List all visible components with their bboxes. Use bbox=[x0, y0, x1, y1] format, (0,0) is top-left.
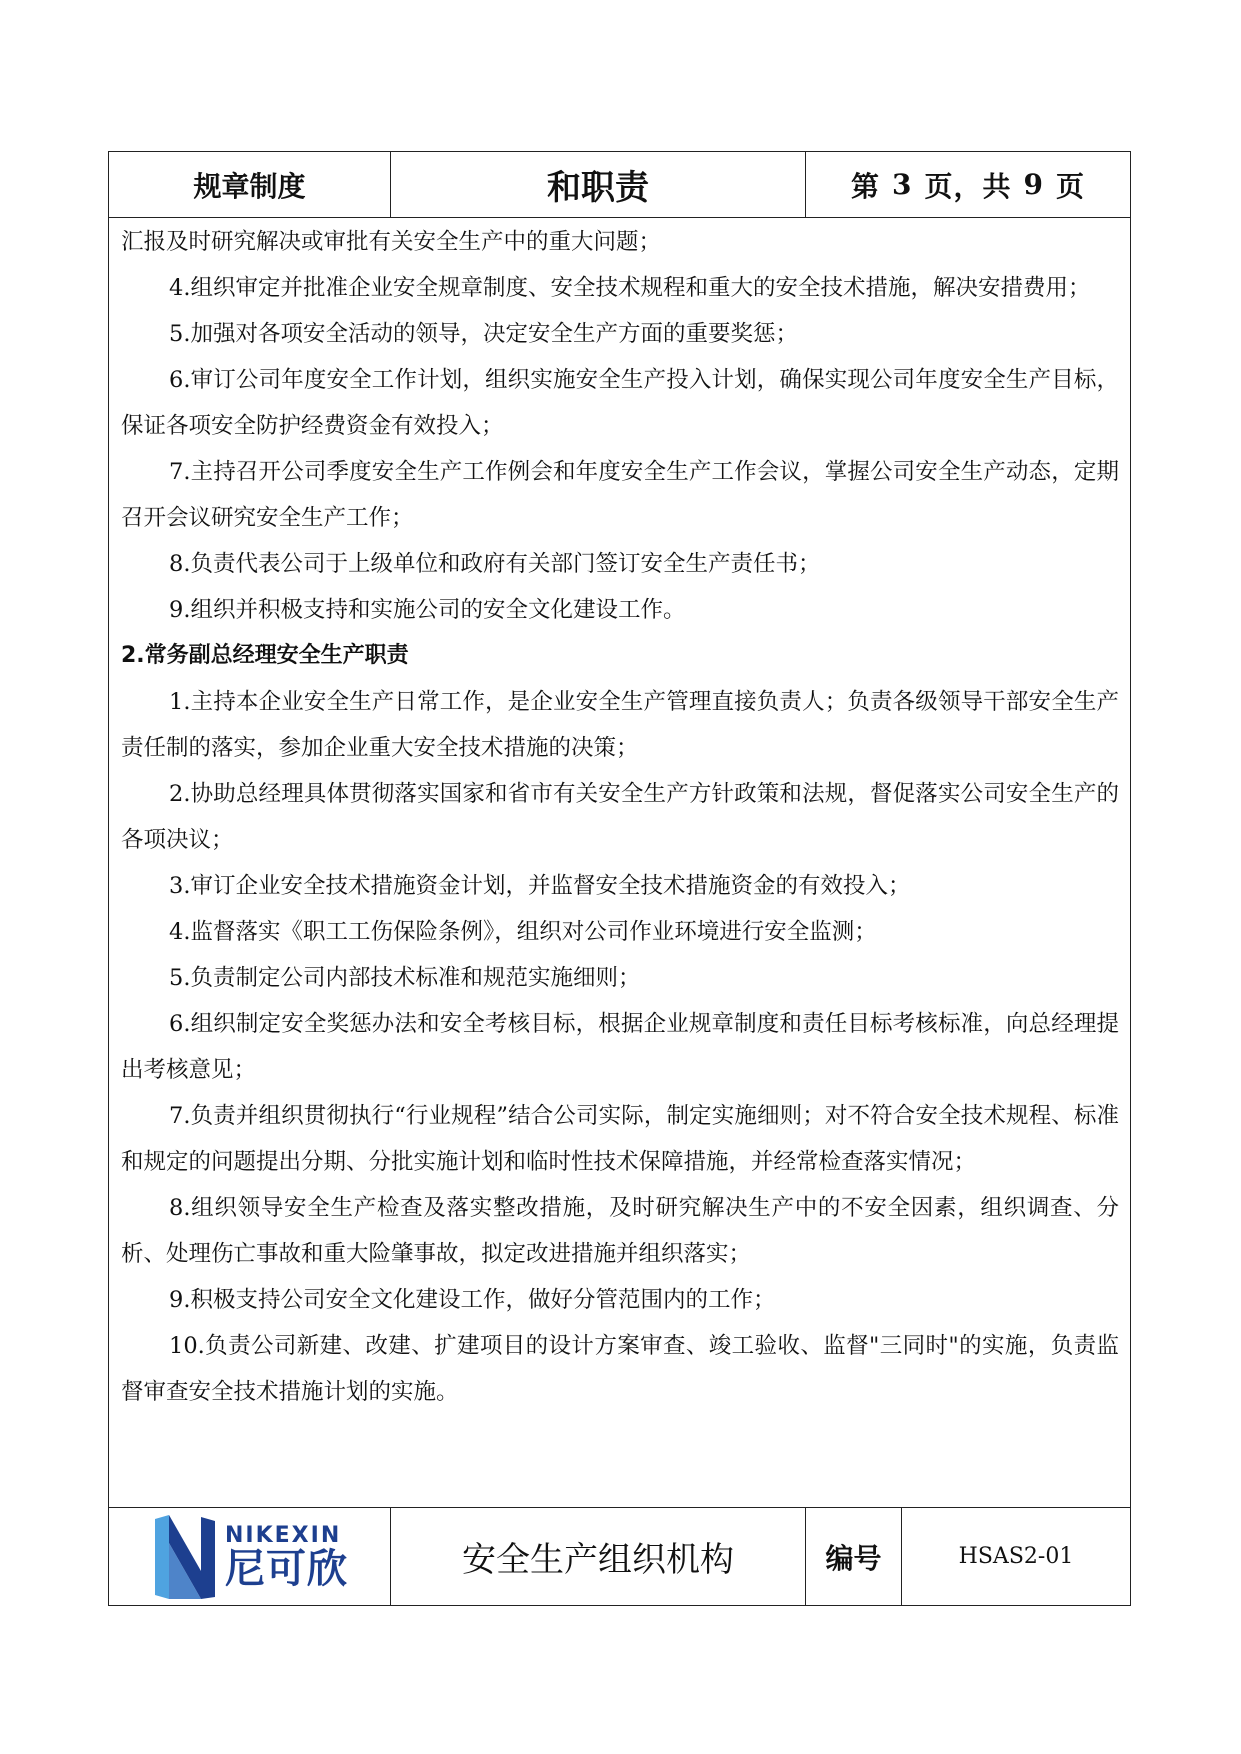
body-paragraph: 4.监督落实《职工工伤保险条例》，组织对公司作业环境进行安全监测； bbox=[169, 919, 877, 945]
document-frame bbox=[108, 151, 1131, 1606]
logo-group bbox=[151, 1513, 348, 1601]
body-paragraph: 1.主持本企业安全生产日常工作，是企业安全生产管理直接负责人；负责各级领导干部安全生产责任制的落实，参加企业重大安全技术措施的决策； bbox=[121, 689, 1119, 761]
code-value bbox=[902, 1508, 1130, 1605]
page-indicator bbox=[806, 152, 1130, 217]
logo-text bbox=[225, 1522, 348, 1592]
body-paragraph: 3.审订企业安全技术措施资金计划，并监督安全技术措施资金的有效投入； bbox=[169, 873, 911, 899]
body-paragraph: 9.积极支持公司安全文化建设工作，做好分管范围内的工作； bbox=[169, 1287, 776, 1313]
page-total: 9 bbox=[1023, 168, 1044, 201]
footer-table bbox=[109, 1507, 1130, 1605]
body-paragraph: 5.加强对各项安全活动的领导，决定安全生产方面的重要奖惩； bbox=[169, 321, 798, 347]
body-paragraph: 7.主持召开公司季度安全生产工作例会和年度安全生产工作会议，掌握公司安全生产动态，定期召开会议研究安全生产工作； bbox=[121, 459, 1119, 531]
body-paragraph: 6.审订公司年度安全工作计划，组织实施安全生产投入计划，确保实现公司年度安全生产目标，保证各项安全防护经费资金有效投入； bbox=[121, 367, 1119, 439]
body-paragraph: 8.负责代表公司于上级单位和政府有关部门签订安全生产责任书； bbox=[169, 551, 821, 577]
document-body bbox=[121, 219, 1119, 1415]
company-logo bbox=[109, 1508, 391, 1605]
footer-title-text: 安全生产组织机构 bbox=[462, 1540, 734, 1580]
body-paragraph: 9.组织并积极支持和实施公司的安全文化建设工作。 bbox=[169, 597, 686, 623]
header-category bbox=[109, 152, 391, 217]
page-suffix: 页 bbox=[1055, 169, 1085, 203]
logo-english-name: NIKEXIN bbox=[225, 1522, 342, 1548]
body-paragraph: 8.组织领导安全生产检查及落实整改措施，及时研究解决生产中的不安全因素，组织调查、分析、处理伤亡事故和重大险肇事故，拟定改进措施并组织落实； bbox=[121, 1195, 1119, 1267]
page-current: 3 bbox=[892, 168, 913, 201]
body-paragraph: 7.负责并组织贯彻执行“行业规程”结合公司实际，制定实施细则；对不符合安全技术规程、标准和规定的问题提出分期、分批实施计划和临时性技术保障措施，并经常检查落实情况； bbox=[121, 1103, 1119, 1175]
header-table bbox=[109, 152, 1130, 218]
header-title bbox=[391, 152, 806, 217]
code-label bbox=[806, 1508, 902, 1605]
code-value-text: HSAS2-01 bbox=[958, 1544, 1074, 1569]
footer-title bbox=[391, 1508, 806, 1605]
code-label-text: 编号 bbox=[825, 1541, 882, 1575]
page-prefix: 第 bbox=[850, 169, 880, 203]
body-paragraph: 5.负责制定公司内部技术标准和规范实施细则； bbox=[169, 965, 641, 991]
page-middle: 页，共 bbox=[924, 169, 1012, 203]
body-paragraph: 10.负责公司新建、改建、扩建项目的设计方案审查、竣工验收、监督"三同时"的实施，负责监督审查安全技术措施计划的实施。 bbox=[121, 1333, 1119, 1405]
logo-chinese-name: 尼可欣 bbox=[225, 1545, 348, 1592]
body-paragraph: 4.组织审定并批准企业安全规章制度、安全技术规程和重大的安全技术措施，解决安措费用； bbox=[169, 275, 1091, 301]
nikexin-logo-icon bbox=[151, 1513, 219, 1601]
section-heading: 2.常务副总经理安全生产职责 bbox=[121, 643, 409, 668]
header-category-text: 规章制度 bbox=[193, 169, 306, 203]
body-paragraph: 汇报及时研究解决或审批有关安全生产中的重大问题； bbox=[121, 229, 662, 255]
body-paragraph: 2.协助总经理具体贯彻落实国家和省市有关安全生产方针政策和法规，督促落实公司安全生产的各项决议； bbox=[121, 781, 1119, 853]
body-paragraph: 6.组织制定安全奖惩办法和安全考核目标，根据企业规章制度和责任目标考核标准，向总经理提出考核意见； bbox=[121, 1011, 1119, 1083]
header-title-text: 和职责 bbox=[547, 168, 649, 208]
